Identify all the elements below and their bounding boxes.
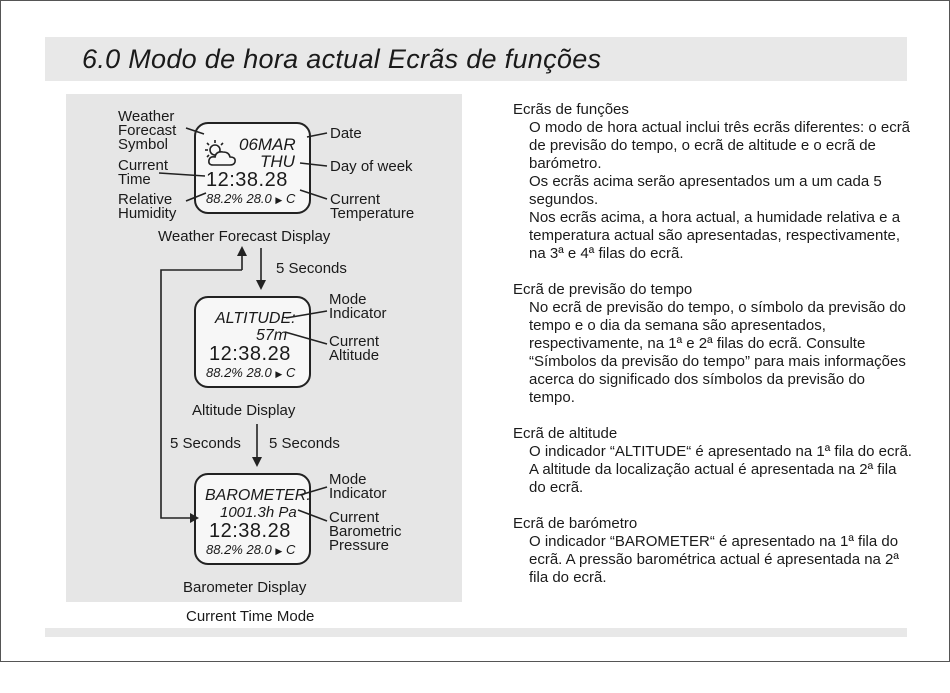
label-weather-forecast-symbol: Weather Forecast Symbol (118, 108, 177, 153)
section-heading: Ecrãs de funções (513, 101, 629, 118)
weather-lcd-day: THU (260, 152, 295, 171)
transition-weather-to-altitude-label: 5 Seconds (276, 260, 347, 277)
section-paragraph: Nos ecrãs acima, a hora actual, a humidade relativa e a temperatura actual são apresentadas, respectivamente, na 3ª e 4ª filas do ecrã. (529, 209, 901, 262)
barometer-lcd-mode: BAROMETER: (205, 487, 311, 504)
label-current-time: Current Time (118, 157, 169, 188)
label-current-temperature: Current Temperature (330, 191, 415, 222)
label-relative-humidity: Relative Humidity (118, 191, 177, 222)
barometer-display-caption: Barometer Display (183, 579, 307, 596)
label-day-of-week: Day of week (330, 158, 413, 175)
page-title: 6.0 Modo de hora actual Ecrãs de funções (82, 44, 602, 74)
section-heading: Ecrã de previsão do tempo (513, 281, 693, 298)
barometer-lcd-time: 12:38.28 (209, 520, 291, 542)
section-paragraph: O indicador “BAROMETER“ é apresentado na 1ª fila do ecrã. A pressão barométrica actual é apresentada na 2ª fila do ecrã. (529, 533, 899, 586)
altitude-lcd-value: 57m (256, 327, 288, 344)
label-current-altitude: Current Altitude (329, 333, 380, 364)
altitude-display-caption: Altitude Display (192, 402, 296, 419)
label-barometer-mode-indicator: Mode Indicator (329, 471, 387, 502)
weather-lcd-date: 06MAR (239, 135, 296, 154)
section-paragraph: O modo de hora actual inclui três ecrãs diferentes: o ecrã de previsão do tempo, o ecrã de altitude e o ecrã de barómetro. (529, 119, 911, 172)
transition-altitude-to-barometer-label: 5 Seconds (269, 435, 340, 452)
label-altitude-mode-indicator: Mode Indicator (329, 291, 387, 322)
altitude-lcd-time: 12:38.28 (209, 343, 291, 365)
section-barometer-screen (513, 515, 913, 587)
bottom-bar (45, 628, 907, 637)
current-time-mode-caption: Current Time Mode (186, 608, 315, 625)
section-heading: Ecrã de altitude (513, 425, 618, 442)
barometer-lcd-humidity-temp: 88.2% 28.0 ▶ C (206, 542, 296, 557)
section-heading: Ecrã de barómetro (513, 515, 638, 532)
weather-lcd-time: 12:38.28 (206, 169, 288, 191)
altitude-lcd-humidity-temp: 88.2% 28.0 ▶ C (206, 365, 296, 380)
label-date: Date (330, 125, 362, 142)
section-weather-forecast-screen (513, 281, 913, 407)
section-function-screens (513, 101, 913, 263)
altitude-lcd-mode: ALTITUDE: (215, 310, 296, 327)
label-current-barometric-pressure: Current Barometric Pressure (329, 509, 402, 554)
weather-forecast-display-caption: Weather Forecast Display (158, 228, 331, 245)
section-paragraph: Os ecrãs acima serão apresentados um a um cada 5 segundos. (529, 173, 882, 208)
transition-altitude-to-weather-label: 5 Seconds (170, 435, 241, 452)
weather-lcd-humidity-temp: 88.2% 28.0 ▶ C (206, 191, 296, 206)
section-altitude-screen (513, 425, 913, 497)
section-paragraph: O indicador “ALTITUDE“ é apresentado na 1ª fila do ecrã. A altitude da localização actual é apresentada na 2ª fila do ecrã. (529, 443, 912, 496)
barometer-lcd-value: 1001.3h Pa (220, 504, 297, 521)
section-paragraph: No ecrã de previsão do tempo, o símbolo da previsão do tempo e o dia da semana são apresentados, respectivamente, na 1ª e 2ª filas do ecrã. Consulte “Símbolos da previsão do tempo” para mais informações acerca do significado dos símbolos da previsão do tempo. (529, 299, 906, 406)
